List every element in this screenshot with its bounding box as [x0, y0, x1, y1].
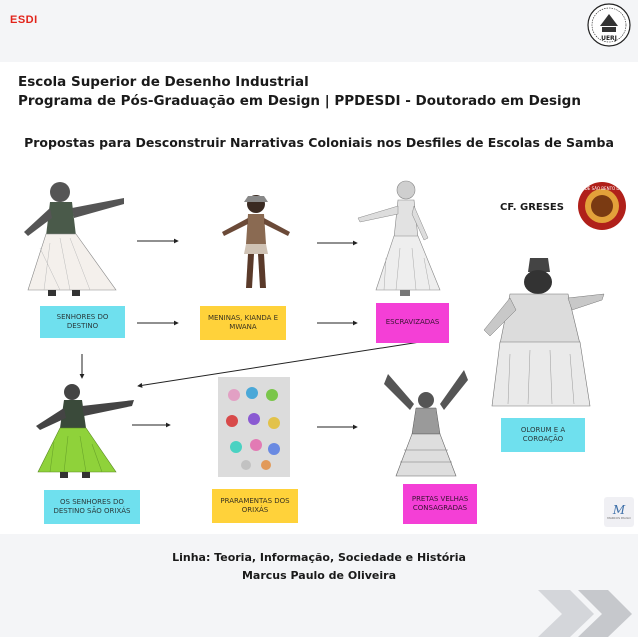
- badge-text: PALÁCIO DE SÃO BENTO DO BARRA: [566, 186, 638, 191]
- seal-text: UERJ: [601, 35, 617, 42]
- figure-meninas-kianda-mwana: [218, 192, 294, 292]
- institution-name: Escola Superior de Desenho Industrial: [18, 74, 309, 90]
- page-title: Propostas para Desconstruir Narrativas Coloniais nos Desfiles de Escolas de Samba: [24, 135, 614, 150]
- node-pretas-velhas: PRETAS VELHAS CONSAGRADAS: [403, 484, 477, 524]
- watermark-text: MARCUS PAULO: [607, 516, 631, 520]
- program-name: Programa de Pós-Graduação em Design | PPDESDI - Doutorado em Design: [18, 93, 581, 109]
- figure-senhores-do-destino: [20, 178, 128, 300]
- figure-olorum: [480, 254, 606, 414]
- credit-label: CF. GRESES: [500, 202, 564, 213]
- esdi-logo: ESDI: [10, 14, 38, 26]
- node-paramentas: PRARAMENTAS DOS ORIXÁS: [212, 489, 298, 523]
- watermark-letter: M: [612, 503, 626, 517]
- next-chevron-icon: [532, 590, 636, 637]
- research-line: Linha: Teoria, Informação, Sociedade e História: [172, 551, 466, 564]
- author-watermark: [604, 497, 634, 527]
- author-name: Marcus Paulo de Oliveira: [241, 569, 396, 582]
- node-senhores-do-destino: SENHORES DO DESTINO: [40, 306, 125, 338]
- figure-pretas-velhas: [384, 364, 468, 482]
- node-meninas-kianda-mwana: MENINAS, KIANDA E MWANA: [200, 306, 286, 340]
- figure-senhores-orixas: [34, 382, 138, 486]
- node-senhores-orixas: OS SENHORES DO DESTINO SÃO ORIXÁS: [44, 490, 140, 524]
- greses-badge: [566, 180, 638, 232]
- node-olorum-coroacao: OLORUM E A COROAÇÃO: [501, 418, 585, 452]
- figure-escravizadas: [356, 178, 448, 300]
- node-escravizadas: ESCRAVIZADAS: [376, 303, 449, 343]
- figure-paramentas: [218, 377, 290, 477]
